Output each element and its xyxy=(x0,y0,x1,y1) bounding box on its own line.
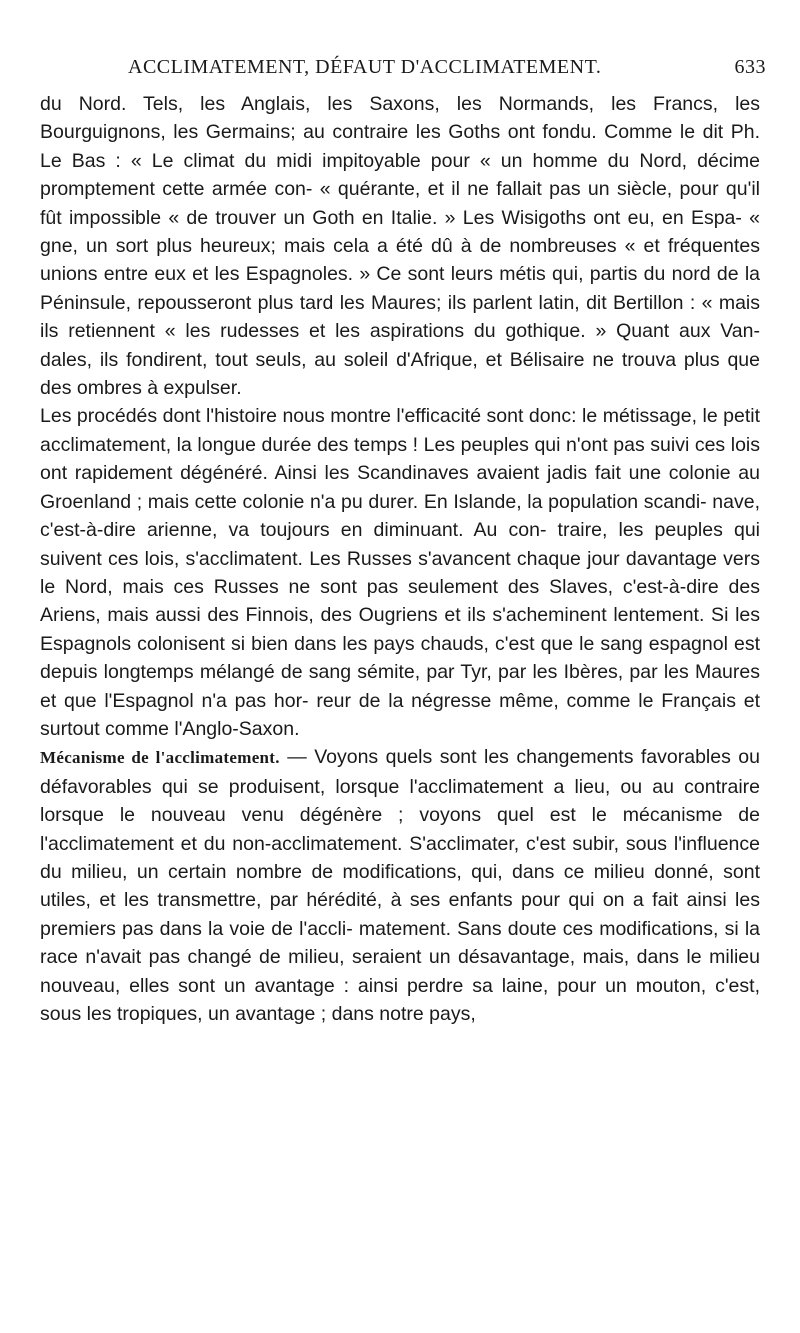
running-header xyxy=(40,56,766,90)
body-text xyxy=(40,90,760,1028)
section-text: — Voyons quels sont les changements favorables ou défavorables qui se produisent, lorsque l'acclimatement a lieu, ou au contraire lorsque le nouveau venu dégénère ; voyons quel est le mécanisme de l'acclimatement et du non-acclimatement. S'acclimater, c'est subir, sous l'influence du milieu, un certain nombre de modifications, qui, dans ce milieu donné, sont utiles, et les transmettre, par hérédité, à ses enfants pour qui on a fait ainsi les premiers pas dans la voie de l'accli- matement. Sans doute ces modifications, si la race n'avait pas changé de milieu, seraient un désavantage, mais, dans le milieu nouveau, elles sont un avantage : ainsi perdre sa laine, pour un mouton, c'est, sous les tropiques, un avantage ; dans notre pays, xyxy=(40,746,760,1025)
running-title: ACCLIMATEMENT, DÉFAUT D'ACCLIMATEMENT. xyxy=(128,56,602,78)
section-heading: Mécanisme de l'acclimatement. xyxy=(40,748,280,768)
section-paragraph xyxy=(40,743,760,1028)
book-page xyxy=(40,56,766,1028)
paragraph-2: Les procédés dont l'histoire nous montre l'efficacité sont donc: le métissage, le petit acclimatement, la longue durée des temps ! Les peuples qui n'ont pas suivi ces lois ont rapidement dégénéré. Ainsi les Scandinaves avaient jadis fait une colonie au Groenland ; mais cette colonie n'a pu durer. En Islande, la population scandi- nave, c'est-à-dire arienne, va toujours en diminuant. Au con- traire, les peuples qui suivent ces lois, s'acclimatent. Les Russes s'avancent chaque jour davantage vers le Nord, mais ces Russes ne sont pas seulement des Slaves, c'est-à-dire des Ariens, mais aussi des Finnois, des Ougriens et ils s'acheminent lentement. Si les Espagnols colonisent si bien dans les pays chauds, c'est que le sang espagnol est depuis longtemps mélangé de sang sémite, par Tyr, par les Ibères, par les Maures et que l'Espagnol n'a pas hor- reur de la négresse même, comme le Français et surtout comme l'Anglo-Saxon. xyxy=(40,405,760,740)
paragraph-1: du Nord. Tels, les Anglais, les Saxons, les Normands, les Francs, les Bourguignons, les Germains; au contraire les Goths ont fondu. Comme le dit Ph. Le Bas : « Le climat du midi impitoyable pour « un homme du Nord, décime promptement cette armée con- « quérante, et il ne fallait pas un siècle, pour qu'il fût impossible « de trouver un Goth en Italie. » Les Wisigoths ont eu, en Espa- « gne, un sort plus heureux; mais cela a été dû à de nombreuses « et fréquentes unions entre eux et les Espagnoles. » Ce sont leurs métis qui, partis du nord de la Péninsule, repousseront plus tard les Maures; ils parlent latin, dit Bertillon : « mais ils retiennent « les rudesses et les aspirations du gothique. » Quant aux Van- dales, ils fondirent, tout seuls, au soleil d'Afrique, et Bélisaire ne trouva plus que des ombres à expulser. xyxy=(40,93,760,400)
page-number: 633 xyxy=(734,56,766,78)
